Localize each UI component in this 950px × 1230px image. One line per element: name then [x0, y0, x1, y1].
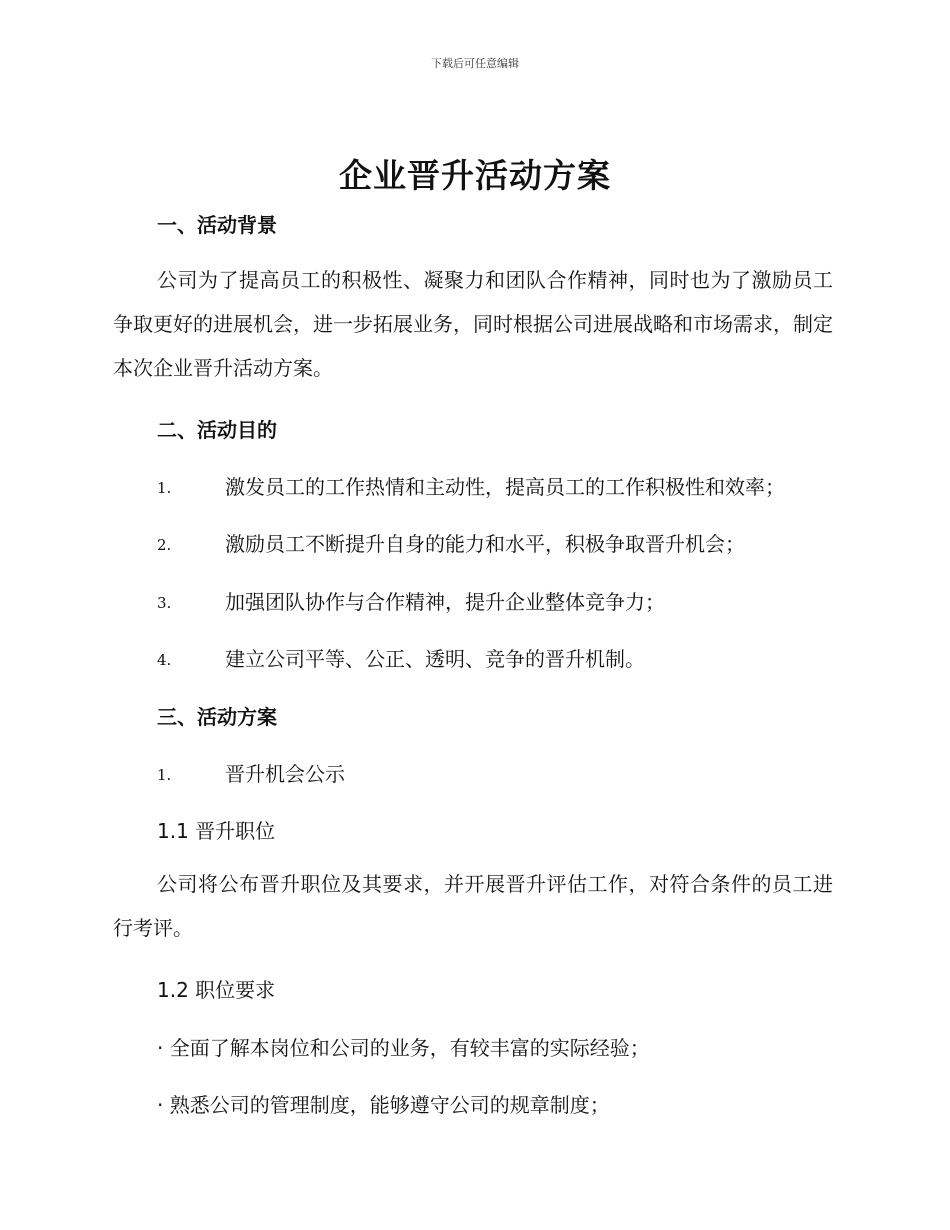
list-item — [157, 528, 857, 557]
bullet-item: · 熟悉公司的管理制度，能够遵守公司的规章制度； — [157, 1093, 610, 1117]
section-heading-background: 一、活动背景 — [157, 213, 277, 237]
list-item — [157, 586, 857, 615]
section-heading-plan: 三、活动方案 — [157, 705, 277, 729]
background-paragraph: 公司为了提高员工的积极性、凝聚力和团队合作精神，同时也为了激励员工争取更好的进展机会，进一步拓展业务，同时根据公司进展战略和市场需求，制定本次企业晋升活动方案。 — [113, 268, 833, 380]
list-number: 4. — [157, 651, 172, 669]
subheading-positions: 1.1 晋升职位 — [157, 819, 276, 843]
list-text: 激励员工不断提升自身的能力和水平，积极争取晋升机会； — [225, 532, 745, 556]
list-number: 1. — [157, 479, 172, 497]
plan-item — [157, 758, 857, 787]
list-item — [157, 471, 857, 500]
header-note: 下载后可任意编辑 — [431, 57, 519, 70]
list-number: 3. — [157, 594, 172, 612]
bullet-item: · 全面了解本岗位和公司的业务，有较丰富的实际经验； — [157, 1036, 650, 1060]
document-title: 企业晋升活动方案 — [339, 156, 611, 195]
section-heading-purpose: 二、活动目的 — [157, 418, 277, 442]
list-text: 加强团队协作与合作精神，提升企业整体竞争力； — [225, 590, 665, 614]
list-text: 激发员工的工作热情和主动性，提高员工的工作积极性和效率； — [225, 475, 785, 499]
list-number: 2. — [157, 536, 172, 554]
list-text: 晋升机会公示 — [225, 762, 345, 786]
subheading-requirements: 1.2 职位要求 — [157, 978, 276, 1002]
positions-paragraph: 公司将公布晋升职位及其要求，并开展晋升评估工作，对符合条件的员工进行考评。 — [113, 872, 833, 940]
list-number: 1. — [157, 766, 172, 784]
list-text: 建立公司平等、公正、透明、竞争的晋升机制。 — [225, 647, 645, 671]
list-item — [157, 643, 857, 672]
